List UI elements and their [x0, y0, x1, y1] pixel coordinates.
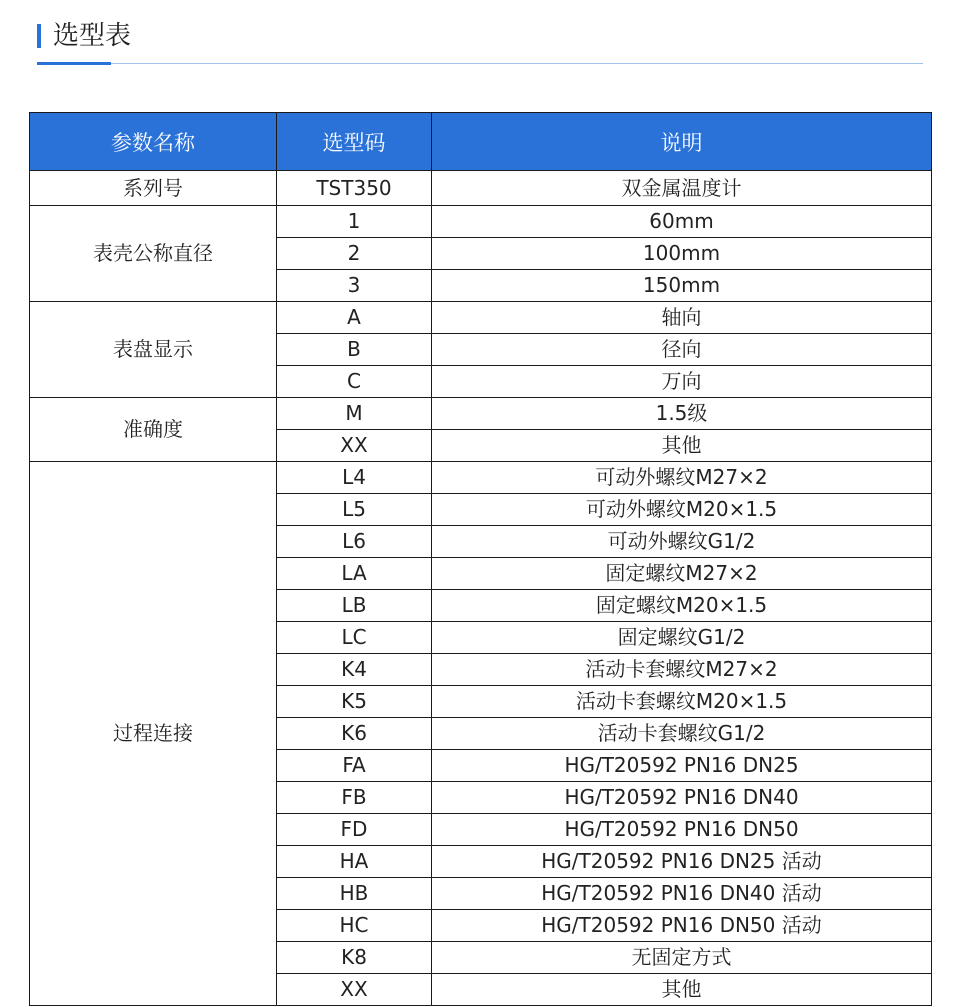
description-cell: HG/T20592 PN16 DN40: [432, 782, 932, 814]
code-cell: LC: [277, 622, 432, 654]
code-cell: K4: [277, 654, 432, 686]
description-cell: 双金属温度计: [432, 171, 932, 206]
code-cell: L5: [277, 494, 432, 526]
header-param-name: 参数名称: [30, 113, 277, 171]
description-cell: 150mm: [432, 270, 932, 302]
param-name-cell: 表盘显示: [30, 302, 277, 398]
code-cell: HC: [277, 910, 432, 942]
description-cell: 1.5级: [432, 398, 932, 430]
description-cell: 无固定方式: [432, 942, 932, 974]
description-cell: 100mm: [432, 238, 932, 270]
description-cell: HG/T20592 PN16 DN40 活动: [432, 878, 932, 910]
description-cell: HG/T20592 PN16 DN25: [432, 750, 932, 782]
description-cell: 径向: [432, 334, 932, 366]
code-cell: XX: [277, 430, 432, 462]
code-cell: L6: [277, 526, 432, 558]
code-cell: K8: [277, 942, 432, 974]
code-cell: 1: [277, 206, 432, 238]
param-name-cell: 表壳公称直径: [30, 206, 277, 302]
description-cell: 可动外螺纹G1/2: [432, 526, 932, 558]
table-row: [30, 171, 932, 206]
description-cell: 可动外螺纹M20×1.5: [432, 494, 932, 526]
code-cell: LB: [277, 590, 432, 622]
selection-table: [29, 112, 932, 1006]
code-cell: C: [277, 366, 432, 398]
description-cell: 其他: [432, 430, 932, 462]
description-cell: HG/T20592 PN16 DN25 活动: [432, 846, 932, 878]
description-cell: 固定螺纹M27×2: [432, 558, 932, 590]
description-cell: 固定螺纹G1/2: [432, 622, 932, 654]
title-divider: [37, 63, 923, 64]
code-cell: FD: [277, 814, 432, 846]
header-selection-code: 选型码: [277, 113, 432, 171]
description-cell: 可动外螺纹M27×2: [432, 462, 932, 494]
description-cell: 活动卡套螺纹G1/2: [432, 718, 932, 750]
table-row: [30, 462, 932, 494]
code-cell: HB: [277, 878, 432, 910]
table-row: [30, 302, 932, 334]
code-cell: 2: [277, 238, 432, 270]
description-cell: 万向: [432, 366, 932, 398]
code-cell: L4: [277, 462, 432, 494]
title-accent-bar: [37, 24, 41, 48]
description-cell: 固定螺纹M20×1.5: [432, 590, 932, 622]
param-name-cell: 过程连接: [30, 462, 277, 1006]
code-cell: 3: [277, 270, 432, 302]
code-cell: FA: [277, 750, 432, 782]
code-cell: LA: [277, 558, 432, 590]
code-cell: TST350: [277, 171, 432, 206]
code-cell: M: [277, 398, 432, 430]
code-cell: FB: [277, 782, 432, 814]
code-cell: XX: [277, 974, 432, 1006]
param-name-cell: 准确度: [30, 398, 277, 462]
table-row: [30, 206, 932, 238]
title-divider-accent: [37, 62, 111, 65]
code-cell: K6: [277, 718, 432, 750]
code-cell: B: [277, 334, 432, 366]
section-title: 选型表: [53, 21, 132, 51]
header-description: 说明: [432, 113, 932, 171]
param-name-cell: 系列号: [30, 171, 277, 206]
description-cell: 活动卡套螺纹M20×1.5: [432, 686, 932, 718]
description-cell: HG/T20592 PN16 DN50 活动: [432, 910, 932, 942]
description-cell: HG/T20592 PN16 DN50: [432, 814, 932, 846]
description-cell: 其他: [432, 974, 932, 1006]
table-header-row: [30, 113, 932, 171]
code-cell: K5: [277, 686, 432, 718]
description-cell: 轴向: [432, 302, 932, 334]
code-cell: HA: [277, 846, 432, 878]
code-cell: A: [277, 302, 432, 334]
description-cell: 活动卡套螺纹M27×2: [432, 654, 932, 686]
table-row: [30, 398, 932, 430]
description-cell: 60mm: [432, 206, 932, 238]
section-header: [37, 18, 923, 66]
